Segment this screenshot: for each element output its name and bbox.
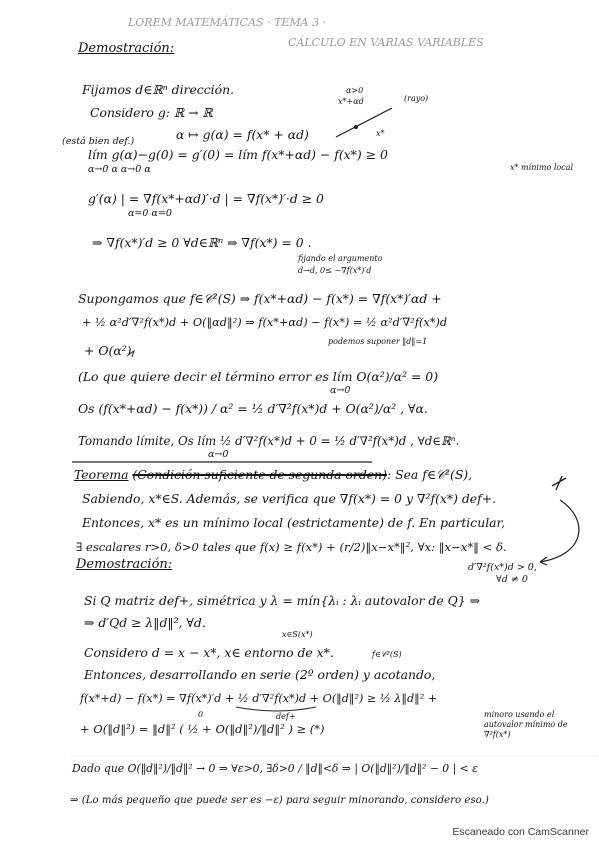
- expansion-end: + O(α²): [84, 343, 132, 358]
- header-left: LOREM MATEMÁTICAS · TEMA 3 ·: [128, 16, 327, 29]
- epsilon-delta-line: Dado que O(‖d‖²)/‖d‖² → 0 ⇒ ∀ε>0, ∃δ>0 / ‖d‖<δ ⇒ | O(‖d‖²)/‖d‖² − 0 | < ε: [72, 762, 478, 775]
- gradient-dot-line: g′(α) | = ∇f(x*+αd)′·d | = ∇f(x*)′·d ≥ 0: [88, 191, 324, 206]
- ray-label-alpha: α>0: [346, 86, 364, 95]
- header-right: CÁLCULO EN VARIAS VARIABLES: [288, 36, 484, 49]
- consider-d-line: Considero d = x − x*, x∈ entorno de x*.: [84, 645, 334, 660]
- error-term-line: (Lo que quiere decir el término error es lím O(α²)/α² = 0): [78, 369, 439, 384]
- minoring-note-line: ⇒ (Lo más pequeño que puede ser es −ε) para seguir minorando, considero eso.): [70, 795, 489, 806]
- small-hook: [128, 351, 134, 357]
- theorem-line-2: Sabiendo, x*∈S. Además, se verifica que ∇f(x*) = 0 y ∇²f(x*) def+.: [82, 491, 497, 506]
- ray-label-point: x*+αd: [338, 97, 364, 106]
- posdef-note-2: ∀d ≠ 0: [496, 574, 528, 585]
- underbrace: [236, 707, 316, 711]
- consider-g-line: Considero g: ℝ → ℝ: [90, 105, 213, 120]
- g-definition-line: α ↦ g(α) = f(x* + αd): [176, 127, 309, 142]
- ray-label-xstar: x*: [376, 129, 385, 138]
- neighborhood-note: x∈S(x*): [282, 630, 313, 639]
- quadratic-bound-line: ⇒ d′Qd ≥ λ‖d‖², ∀d.: [84, 615, 206, 630]
- theorem-struck-title: (Condición suficiente de segunda orden): [132, 467, 387, 482]
- well-defined-note: (está bien def.): [62, 136, 135, 147]
- scanner-footer: Escaneado con CamScanner: [452, 826, 589, 838]
- theorem-line-4: ∃ escalares r>0, δ>0 tales que f(x) ≥ f(x*) + (r/2)‖x−x*‖², ∀x: ‖x−x*‖ < δ.: [76, 540, 507, 554]
- def-plus-mark: def+: [276, 712, 296, 721]
- suppose-c2-line: Supongamos que f∈𝒞²(S) ⇒ f(x*+αd) − f(x*) = ∇f(x*)′αd +: [78, 291, 442, 306]
- taking-limit-line: Tomando límite, Os lím ½ d′∇²f(x*)d + 0 = ½ d′∇²f(x*)d , ∀d∈ℝⁿ.: [78, 434, 460, 448]
- taking-limit-sub: α→0: [208, 449, 229, 460]
- c2-note: f∈𝒞²(S): [372, 650, 402, 659]
- bound-line-2: + O(‖d‖²) = ‖d‖² ( ½ + O(‖d‖²)/‖d‖² ) ≥ (*): [80, 722, 325, 736]
- error-term-sub: α→0: [330, 385, 351, 396]
- zero-mark: 0: [198, 710, 204, 719]
- assume-unit-note: podemos suponer ‖d‖=1: [328, 337, 428, 346]
- ray-label-rayo: (rayo): [404, 94, 429, 103]
- check-mark: [552, 476, 566, 490]
- taylor-expansion-line: + ½ α²d′∇²f(x*)d + O(‖αd‖²) ⇒ f(x*+αd) − f(x*) = ½ α²d′∇²f(x*)d: [82, 316, 448, 329]
- fixing-argument-note-2: d→d, 0≤ −∇f(x*)′d: [298, 266, 372, 275]
- demonstration-heading-2: Demostración:: [76, 557, 173, 572]
- limit-line: lím g(α)−g(0) = g′(0) = lím f(x*+αd) − f(x*) ≥ 0: [88, 147, 388, 162]
- quotient-line: Os (f(x*+αd) − f(x*)) / α² = ½ d′∇²f(x*)d + O(α²)/α² , ∀α.: [78, 401, 428, 416]
- ray-point: [354, 125, 358, 129]
- bound-line-1: f(x*+d) − f(x*) = ∇f(x*)′d + ½ d′∇²f(x*)d + O(‖d‖²) ≥ ½ λ‖d‖² +: [80, 692, 438, 705]
- theorem-hypothesis: : Sea f∈𝒞²(S),: [386, 467, 473, 482]
- limit-sub: α→0 α α→0 α: [88, 164, 151, 175]
- fix-direction-line: Fijamos d∈ℝⁿ dirección.: [82, 82, 235, 97]
- ray-line: [336, 108, 392, 137]
- eigenvalue-line: Si Q matriz def+, simétrica y λ = mín{λᵢ : λᵢ autovalor de Q} ⇒: [84, 593, 480, 608]
- local-minimum-note: x* mínimo local: [510, 163, 574, 172]
- curved-arrow: [540, 500, 579, 562]
- posdef-note: d′∇²f(x*)d > 0,: [468, 562, 537, 573]
- first-order-conclusion: ⇒ ∇f(x*)′d ≥ 0 ∀d∈ℝⁿ ⇒ ∇f(x*) = 0 .: [92, 235, 312, 250]
- theorem-line-3: Entonces, x* es un mínimo local (estrictamente) de f. En particular,: [82, 515, 506, 530]
- minimum-eigenvalue-note: minoro usando el autovalor mínimo de ∇²f(x*): [484, 710, 568, 739]
- series-expansion-line: Entonces, desarrollando en serie (2º orden) y acotando,: [84, 667, 436, 682]
- gradient-dot-sub: α=0 α=0: [128, 208, 172, 219]
- demonstration-heading-1: Demostración:: [78, 41, 175, 56]
- fixing-argument-note: fijando el argumento: [298, 254, 383, 263]
- theorem-label: Teorema: [74, 467, 129, 482]
